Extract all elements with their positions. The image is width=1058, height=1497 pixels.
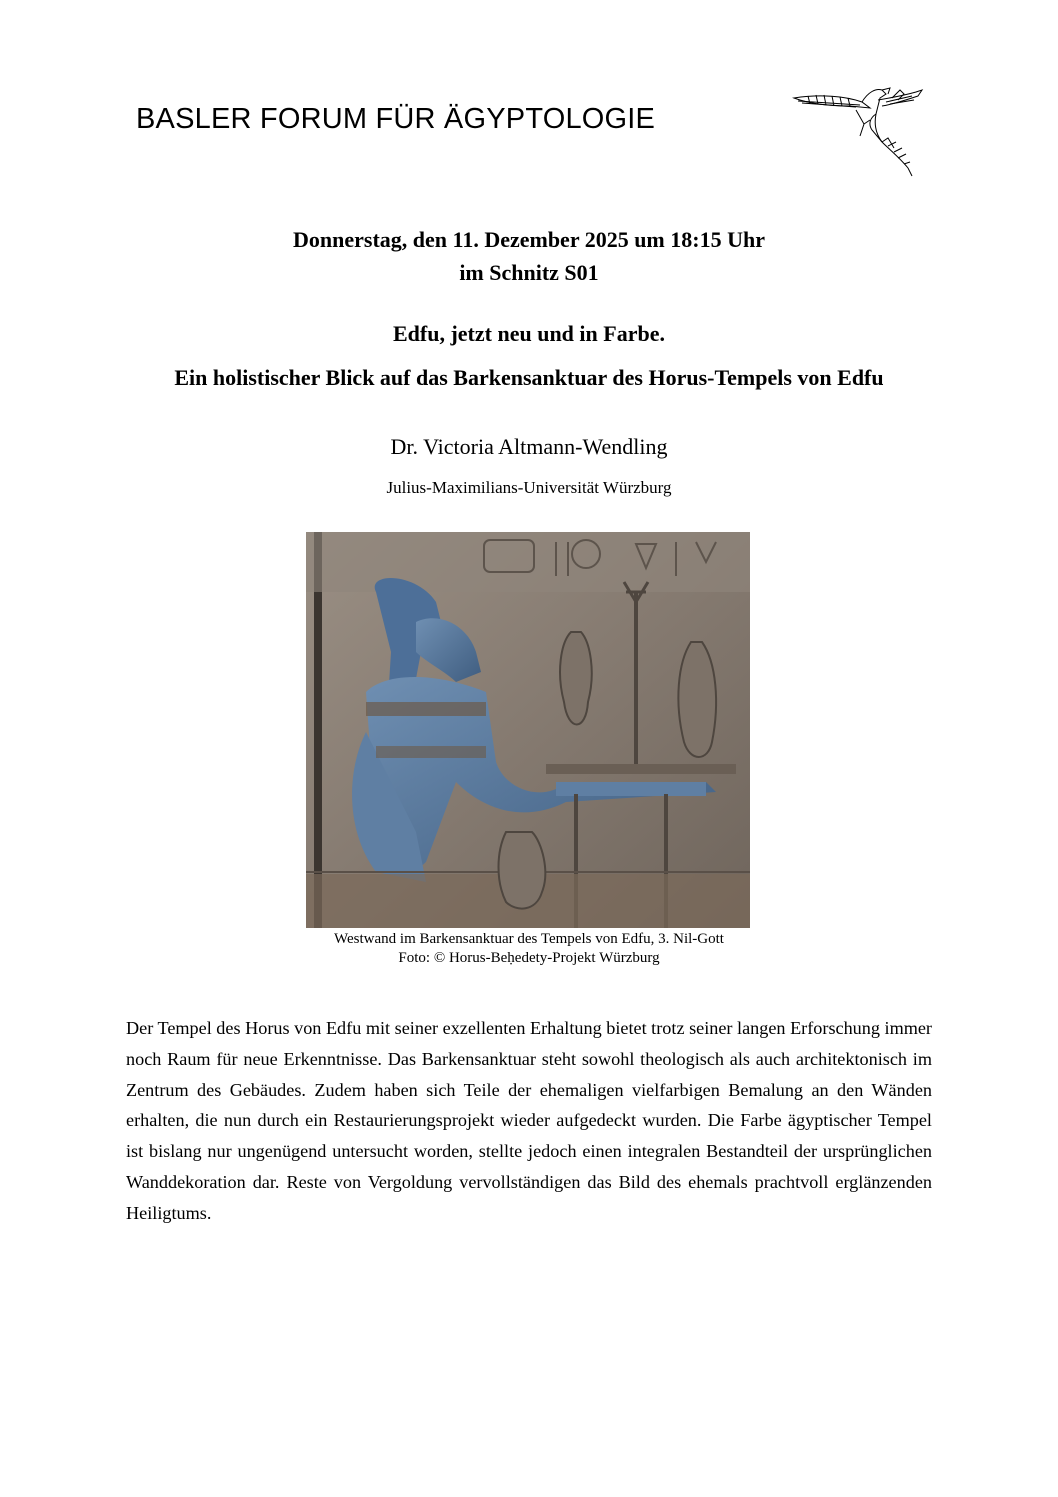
event-date-line: Donnerstag, den 11. Dezember 2025 um 18:15 Uhr — [293, 227, 765, 252]
temple-relief-photo — [306, 532, 750, 928]
page-header-title: BASLER FORUM FÜR ÄGYPTOLOGIE — [136, 103, 656, 135]
speaker-affiliation: Julius-Maximilians-Universität Würzburg — [386, 478, 672, 497]
figure-caption-line1: Westwand im Barkensanktuar des Tempels von Edfu, 3. Nil-Gott — [334, 931, 724, 947]
lecture-title: Edfu, jetzt neu und in Farbe. — [393, 321, 665, 346]
lecture-subtitle: Ein holistischer Blick auf das Barkensanktuar des Horus-Tempels von Edfu — [174, 365, 884, 390]
abstract-paragraph: Der Tempel des Horus von Edfu mit seiner exzellenten Erhaltung bietet trotz seiner langen Erforschung immer noch Raum für neue Erkenntnisse. Das Barkensanktuar steht sowohl theologisch als auch architektonisch im Zentrum des Gebäudes. Zudem haben sich Teile der ehemaligen vielfarbigen Bemalung an den Wänden erhalten, die nun durch ein Restaurierungsprojekt wieder aufgedeckt wurden. Die Farbe ägyptischer Tempel ist bislang nur ungenügend untersucht worden, stellte jedoch einen integralen Bestandteil der ursprünglichen Wanddekoration dar. Reste von Vergoldung vervollständigen das Bild des ehemals prachtvoll erglänzenden Heiligtums. — [126, 1018, 932, 1223]
figure-caption-line2: Foto: © Horus-Beḥedety-Projekt Würzburg — [398, 950, 660, 966]
winged-falcon-logo-icon — [790, 84, 928, 180]
speaker-name: Dr. Victoria Altmann-Wendling — [390, 434, 668, 459]
event-venue-line: im Schnitz S01 — [459, 260, 599, 285]
